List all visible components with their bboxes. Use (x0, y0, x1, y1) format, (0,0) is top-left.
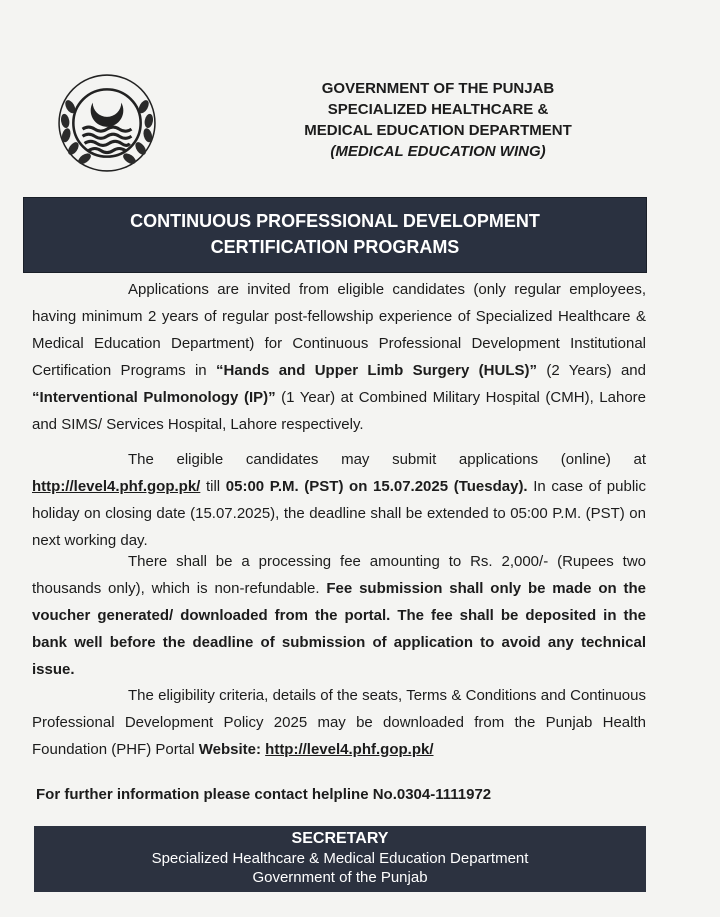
website-link[interactable]: http://level4.phf.gop.pk/ (265, 741, 434, 758)
header-line-department: MEDICAL EDUCATION DEPARTMENT (304, 122, 572, 139)
para4-text-a: The eligibility criteria, details of the seats, Terms & Conditions and Continuous Professional Development Policy 2025 may be downloaded from the Punjab Health Foundation (PHF) Portal (32, 687, 646, 758)
fee-instructions: Fee submission shall only be made on the voucher generated/ downloaded from the portal. The fee shall be deposited in the bank well before the deadline of submission of application to avoid any technical issue. (32, 580, 646, 678)
portal-link[interactable]: http://level4.phf.gop.pk/ (32, 478, 201, 495)
department-header (258, 78, 618, 162)
para2-text-b: till (200, 478, 226, 495)
banner-line-1: CONTINUOUS PROFESSIONAL DEVELOPMENT (130, 211, 540, 231)
footer-line-2: Government of the Punjab (252, 869, 428, 886)
program-ip: “Interventional Pulmonology (IP)” (32, 389, 276, 406)
para3-text-a: There shall be a processing fee amounting to Rs. 2,000/- (Rupees two thousands only), which is non-refundable. (32, 553, 646, 597)
para1-text-a: Applications are invited from eligible candidates (only regular employees, having minimum 2 years of regular post-fellowship experience of Specialized Healthcare & Medical Education Department) for Continuous Professional Development Institutional Certification Programs in (32, 281, 646, 379)
deadline-text: 05:00 P.M. (PST) on 15.07.2025 (Tuesday). (225, 478, 528, 495)
paragraph-eligibility (32, 682, 646, 763)
paragraph-invitation (32, 276, 646, 438)
paragraph-submission (32, 446, 646, 554)
para1-text-c: (1 Year) at Combined Military Hospital (CMH), Lahore and SIMS/ Services Hospital, Lahore respectively. (32, 389, 647, 433)
para2-text-a: The eligible candidates may submit applications (online) at (128, 451, 646, 468)
signature-block (34, 826, 646, 892)
header-line-government: GOVERNMENT OF THE PUNJAB (321, 80, 555, 97)
banner-line-2: CERTIFICATION PROGRAMS (210, 237, 460, 257)
program-huls: “Hands and Upper Limb Surgery (HULS)” (215, 362, 537, 379)
header-line-specialized: SPECIALIZED HEALTHCARE & (327, 101, 549, 118)
helpline-text: For further information please contact helpline No.0304-1111972 (36, 786, 492, 803)
punjab-emblem-icon (56, 72, 158, 174)
website-label: Website: (198, 741, 261, 758)
footer-line-1: Specialized Healthcare & Medical Education Department (151, 850, 529, 867)
title-banner (24, 198, 646, 272)
paragraph-fee (32, 548, 646, 683)
para1-text-b: (2 Years) and (537, 362, 646, 379)
header-line-wing: (MEDICAL EDUCATION WING) (330, 143, 546, 160)
footer-title: SECRETARY (291, 830, 389, 847)
para2-text-c: In case of public holiday on closing date (15.07.2025), the deadline shall be extended to 05:00 P.M. (PST) on next working day. (32, 478, 646, 549)
